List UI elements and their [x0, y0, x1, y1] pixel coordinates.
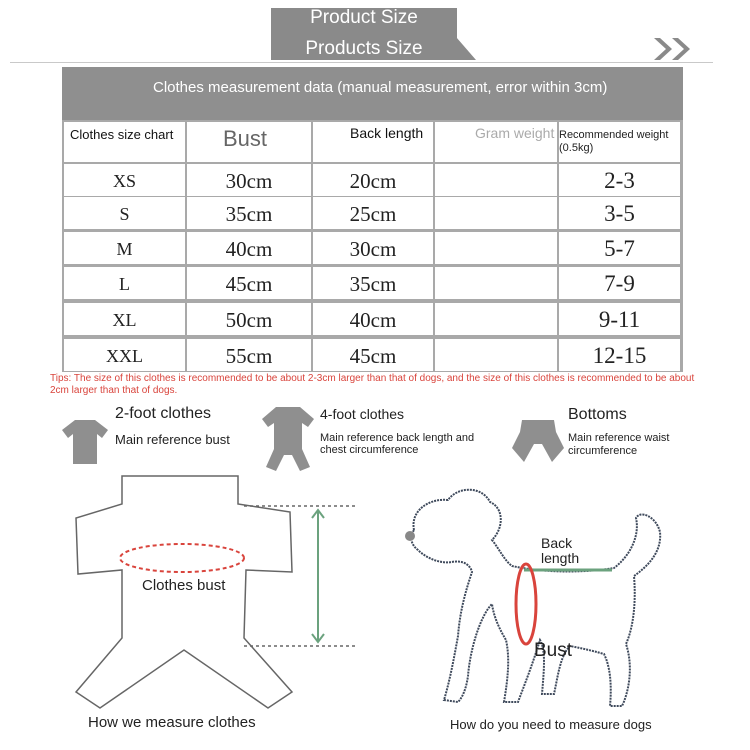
- title-line-2: Products Size: [305, 38, 423, 59]
- table-cell: [435, 164, 557, 196]
- four-foot-clothes-icon: [258, 405, 318, 473]
- table-cell: 7-9: [559, 267, 680, 299]
- back-length-label: Back length: [541, 535, 580, 566]
- table-cell: 20cm: [313, 164, 433, 196]
- title-line-1: Product Size: [310, 7, 418, 28]
- table-cell: 55cm: [187, 339, 311, 371]
- four-foot-title: 4-foot clothes: [320, 406, 405, 422]
- table-header-cell: Clothes size chart: [64, 122, 185, 162]
- bottoms-icon: [510, 418, 566, 464]
- table-cell: L: [64, 267, 185, 299]
- table-cell: 9-11: [559, 303, 680, 335]
- table-cell: 35cm: [187, 197, 311, 229]
- table-cell: 2-3: [559, 164, 680, 196]
- four-foot-desc: Main reference back length and chest circumference: [320, 432, 475, 456]
- header-divider: [10, 62, 713, 63]
- table-cell: 30cm: [187, 164, 311, 196]
- dog-diagram: [400, 480, 690, 715]
- table-header-cell: Gram weight: [435, 122, 557, 162]
- table-cell: 25cm: [313, 197, 433, 229]
- table-cell: [435, 303, 557, 335]
- clothes-caption: How we measure clothes: [88, 714, 256, 731]
- table-cell: 35cm: [313, 267, 433, 299]
- bottoms-title: Bottoms: [568, 406, 627, 423]
- table-cell: M: [64, 232, 185, 264]
- table-cell: 12-15: [559, 339, 680, 371]
- table-cell: 45cm: [313, 339, 433, 371]
- table-header-cell: Back length: [313, 122, 433, 162]
- table-header-cell: Recommended weight (0.5kg): [559, 122, 680, 162]
- dog-nose: [405, 531, 415, 541]
- table-cell: 50cm: [187, 303, 311, 335]
- table-cell: 40cm: [313, 303, 433, 335]
- table-cell: XXL: [64, 339, 185, 371]
- tips-text: Tips: The size of this clothes is recommended to be about 2-3cm larger than that of dogs, and the size of this clothes is recommended to be about 2cm larger than that of dogs.: [50, 373, 695, 396]
- table-cell: XL: [64, 303, 185, 335]
- table-cell: 40cm: [187, 232, 311, 264]
- table-title-bar: [62, 67, 683, 120]
- clothes-bust-label: Clothes bust: [142, 577, 226, 594]
- table-cell: [435, 339, 557, 371]
- table-cell: [435, 197, 557, 229]
- table-title: Clothes measurement data (manual measurement, error within 3cm): [153, 79, 608, 96]
- two-foot-desc: Main reference bust: [115, 432, 230, 447]
- bust-label: Bust: [534, 640, 573, 661]
- table-cell: XS: [64, 164, 185, 196]
- two-foot-title: 2-foot clothes: [115, 405, 212, 422]
- table-cell: [435, 232, 557, 264]
- dog-caption: How do you need to measure dogs: [450, 717, 652, 732]
- table-cell: S: [64, 197, 185, 229]
- table-cell: 45cm: [187, 267, 311, 299]
- table-cell: [435, 267, 557, 299]
- two-foot-clothes-icon: [60, 418, 110, 466]
- table-cell: 3-5: [559, 197, 680, 229]
- table-cell: 30cm: [313, 232, 433, 264]
- bottoms-desc: Main reference waist circumference: [568, 432, 670, 457]
- size-table: [62, 67, 683, 372]
- table-header-cell: Bust: [187, 122, 311, 162]
- table-cell: 5-7: [559, 232, 680, 264]
- double-chevron-right-icon: [650, 36, 698, 62]
